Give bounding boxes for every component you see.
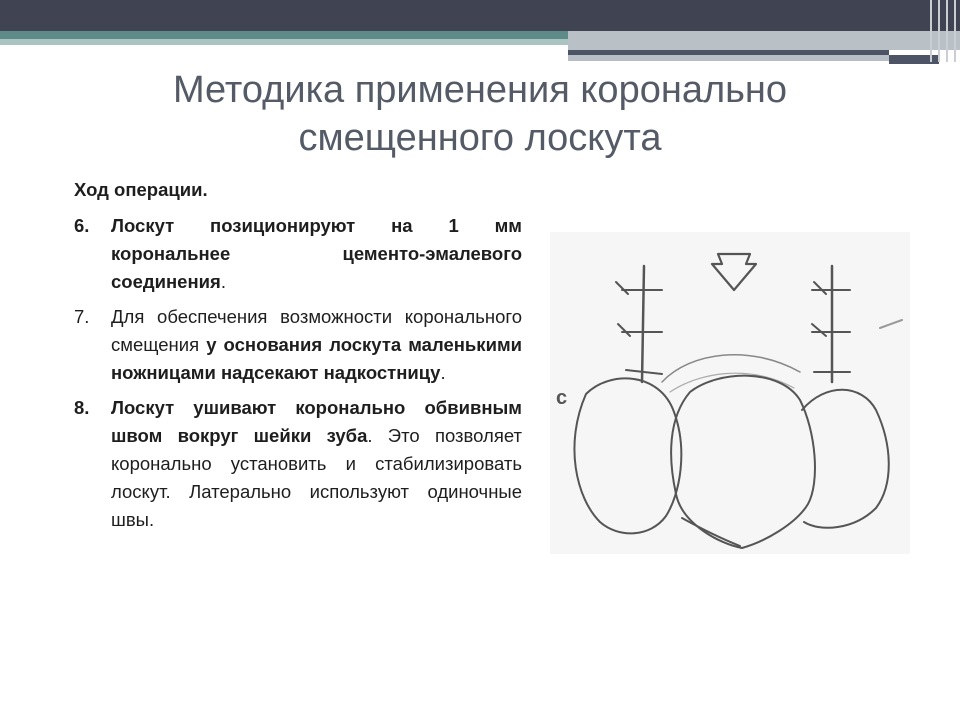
header-bar-grey xyxy=(568,31,960,50)
step-number: 7. xyxy=(74,306,90,327)
step-list xyxy=(74,212,522,534)
step-number: 8. xyxy=(74,397,90,418)
header-bar-teal-light xyxy=(0,39,568,45)
step-item xyxy=(74,303,522,387)
step-text-bold: Лоскут позиционируют на 1 мм корональнее цементо-эмалевого соединения xyxy=(111,215,522,292)
tooth-flap-drawing xyxy=(550,232,910,554)
step-text xyxy=(111,303,522,387)
surgery-illustration xyxy=(550,232,910,554)
step-text-regular: . xyxy=(440,362,446,383)
step-text-regular: . xyxy=(220,271,226,292)
corner-stripes xyxy=(926,0,960,62)
step-text-regular: . Это позволяет коронально установить и стабилизировать лоскут. Латерально используют одиночные швы. xyxy=(111,425,522,530)
step-number: 6. xyxy=(74,215,90,236)
slide-body xyxy=(74,176,522,541)
title-line-2: смещенного лоскута xyxy=(298,117,662,159)
step-item xyxy=(74,212,522,296)
figure-label: c xyxy=(556,387,568,409)
step-text-bold: Лоскут ушивают коронально обвивным швом вокруг шейки зуба xyxy=(111,397,522,446)
step-text xyxy=(111,394,522,534)
step-text-regular: Для обеспечения возможности коронального смещения xyxy=(111,306,522,355)
step-text-bold: у основания лоскута маленькими ножницами надсекают надкостницу xyxy=(111,334,522,383)
section-heading: Ход операции. xyxy=(74,179,208,200)
title-line-1: Методика применения коронально xyxy=(172,69,788,111)
step-item xyxy=(74,394,522,534)
header-bar-teal xyxy=(0,31,568,39)
slide-title xyxy=(60,66,900,162)
header-bar-accent-light xyxy=(568,55,889,61)
header-bar-dark xyxy=(0,0,960,31)
step-text xyxy=(111,212,522,296)
